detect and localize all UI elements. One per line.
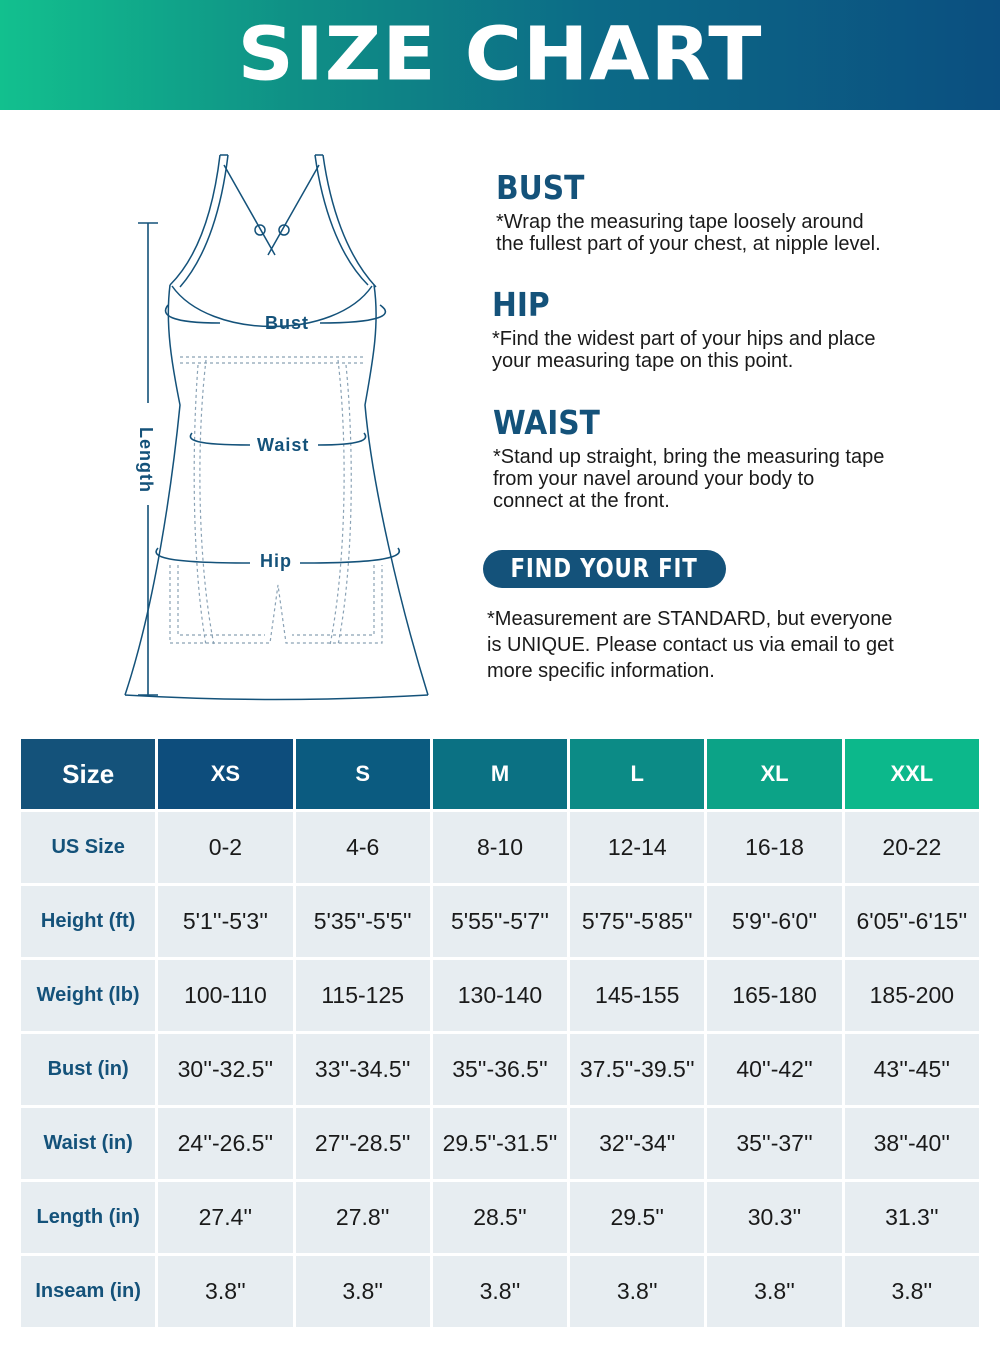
table-row [21,960,979,1031]
table-cell: 12-14 [570,812,704,883]
table-row [21,1182,979,1253]
row-label: Waist (in) [21,1108,155,1179]
table-row [21,1034,979,1105]
size-header-row [21,739,979,809]
row-label: Height (ft) [21,886,155,957]
header-cell: M [433,739,567,809]
hip-label: Hip [260,551,292,571]
header-cell: S [296,739,430,809]
page-title: SIZE CHART [237,12,763,98]
title-banner [0,0,1000,110]
table-cell: 40''-42'' [707,1034,841,1105]
table-cell: 5'75''-5'85'' [570,886,704,957]
bust-section [496,168,976,255]
fit-note: *Measurement are STANDARD, but everyone is UNIQUE. Please contact us via email to get more specific information. [487,608,894,682]
table-cell: 3.8'' [296,1256,430,1327]
table-cell: 130-140 [433,960,567,1031]
row-label: Inseam (in) [21,1256,155,1327]
bust-heading: BUST [496,168,585,207]
table-cell: 4-6 [296,812,430,883]
header-cell: Size [21,739,155,809]
row-label: Weight (lb) [21,960,155,1031]
table-cell: 3.8'' [158,1256,292,1327]
header-cell: XS [158,739,292,809]
hip-instructions: *Find the widest part of your hips and place your measuring tape on this point. [492,328,876,372]
table-cell: 29.5'' [570,1182,704,1253]
table-cell: 28.5'' [433,1182,567,1253]
bust-instructions: *Wrap the measuring tape loosely around the fullest part of your chest, at nipple level. [496,211,881,255]
header-cell: L [570,739,704,809]
table-cell: 35''-36.5'' [433,1034,567,1105]
table-cell: 3.8'' [845,1256,979,1327]
table-cell: 43''-45'' [845,1034,979,1105]
garment-diagram [110,145,440,705]
table-cell: 27.4'' [158,1182,292,1253]
table-cell: 3.8'' [570,1256,704,1327]
waist-instructions: *Stand up straight, bring the measuring tape from your navel around your body to connect at the front. [493,446,885,512]
hip-heading: HIP [492,285,550,324]
table-cell: 27.8'' [296,1182,430,1253]
table-cell: 5'55''-5'7'' [433,886,567,957]
table-row [21,1256,979,1327]
table-cell: 31.3'' [845,1182,979,1253]
table-cell: 27''-28.5'' [296,1108,430,1179]
table-cell: 5'9''-6'0'' [707,886,841,957]
size-table [18,736,982,1330]
table-cell: 30.3'' [707,1182,841,1253]
table-row [21,812,979,883]
table-cell: 185-200 [845,960,979,1031]
table-cell: 33''-34.5'' [296,1034,430,1105]
table-cell: 165-180 [707,960,841,1031]
table-cell: 20-22 [845,812,979,883]
table-row [21,886,979,957]
table-cell: 0-2 [158,812,292,883]
table-cell: 5'1''-5'3'' [158,886,292,957]
header-cell: XL [707,739,841,809]
waist-label: Waist [257,435,310,455]
table-cell: 37.5''-39.5'' [570,1034,704,1105]
row-label: Bust (in) [21,1034,155,1105]
find-your-fit-badge [483,550,726,588]
row-label: Length (in) [21,1182,155,1253]
table-cell: 115-125 [296,960,430,1031]
header-cell: XXL [845,739,979,809]
table-cell: 24''-26.5'' [158,1108,292,1179]
table-cell: 3.8'' [433,1256,567,1327]
table-cell: 6'05''-6'15'' [845,886,979,957]
waist-heading: WAIST [493,403,600,442]
waist-section [493,403,973,512]
find-your-fit-label: FIND YOUR FIT [510,554,699,584]
table-cell: 38''-40'' [845,1108,979,1179]
table-cell: 100-110 [158,960,292,1031]
hip-section [492,285,972,372]
table-cell: 5'35''-5'5'' [296,886,430,957]
table-cell: 29.5''-31.5'' [433,1108,567,1179]
table-cell: 3.8'' [707,1256,841,1327]
size-table-body [21,812,979,1327]
row-label: US Size [21,812,155,883]
length-label: Length [136,427,156,493]
table-cell: 16-18 [707,812,841,883]
dress-outline-illustration [110,145,440,705]
table-row [21,1108,979,1179]
table-cell: 30''-32.5'' [158,1034,292,1105]
table-cell: 145-155 [570,960,704,1031]
table-cell: 35''-37'' [707,1108,841,1179]
table-cell: 8-10 [433,812,567,883]
bust-label: Bust [265,313,309,333]
table-cell: 32''-34'' [570,1108,704,1179]
